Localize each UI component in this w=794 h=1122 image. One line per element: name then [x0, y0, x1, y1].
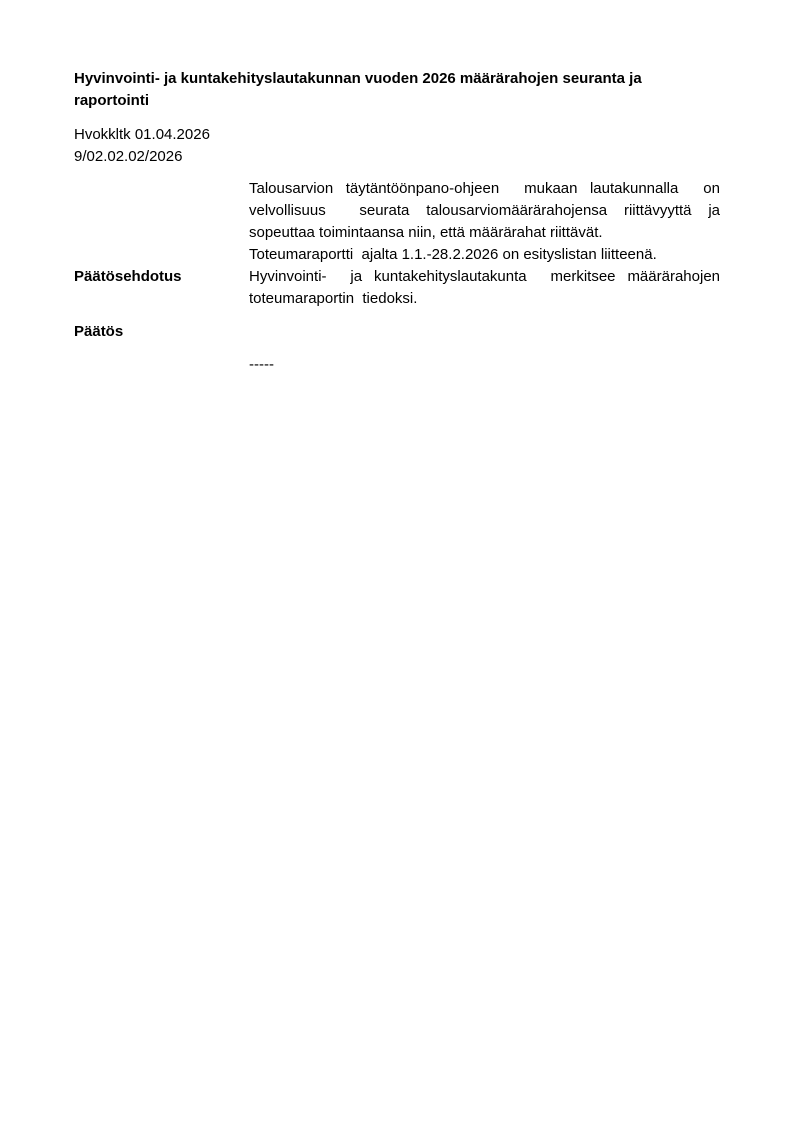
proposal-label: Päätösehdotus: [74, 268, 182, 285]
meeting-reference-line: Hvokkltk 01.04.2026: [74, 126, 210, 143]
decision-label: Päätös: [74, 323, 124, 340]
decision-placeholder-block: [249, 354, 720, 376]
decision-section: [74, 321, 720, 343]
proposal-text: Hyvinvointi- ja kuntakehityslautakunta merkitsee määrärahojen toteumaraportin tiedoksi.: [249, 268, 725, 307]
meeting-reference-block: [74, 124, 720, 168]
body-paragraph-1: Talousarvion täytäntöönpano-ohjeen mukaan lautakunnalla on velvollisuus seurata talousarviomäärärahojensa riittävyyttä ja sopeuttaa toimintaansa niin, että määrärahat riittävät.: [249, 180, 725, 241]
proposal-section: [74, 266, 725, 310]
case-number-line: 9/02.02.02/2026: [74, 148, 183, 165]
body-section: [249, 178, 725, 266]
body-paragraph-2: Toteumaraportti ajalta 1.1.-28.2.2026 on esityslistan liitteenä.: [249, 246, 657, 263]
document-title: Hyvinvointi- ja kuntakehityslautakunnan vuoden 2026 määrärahojen seuranta ja raportointi: [74, 70, 642, 109]
decision-placeholder: -----: [249, 356, 274, 373]
